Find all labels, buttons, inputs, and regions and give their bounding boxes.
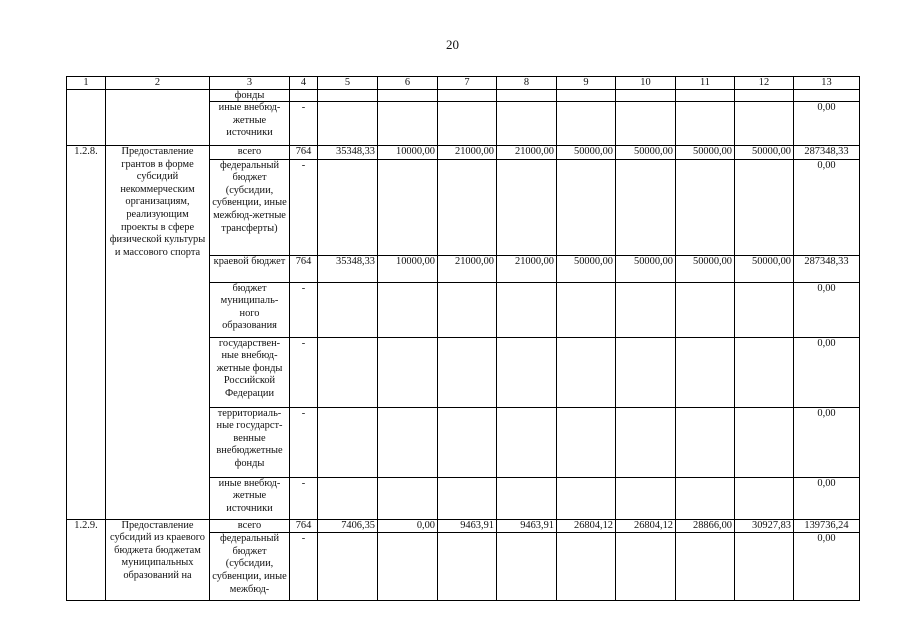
source-cell: территориаль-ные государст-венные внебюджетные фонды [210,407,290,477]
value-cell: 9463,91 [497,519,557,533]
col-header: 8 [497,77,557,90]
col-header: 3 [210,77,290,90]
item-number-cell [67,90,106,146]
value-cell: 35348,33 [318,146,378,160]
column-header-row [67,77,860,90]
table-row [67,146,860,160]
total-cell: 0,00 [794,159,860,255]
total-cell: 0,00 [794,477,860,519]
value-cell: 21000,00 [497,146,557,160]
code-cell: - [290,337,318,407]
value-cell: 50000,00 [616,255,676,282]
code-cell: - [290,159,318,255]
value-cell: 50000,00 [676,146,735,160]
value-cell: 26804,12 [616,519,676,533]
total-cell: 287348,33 [794,146,860,160]
item-name-cell: Предоставление грантов в форме субсидий некоммерческим организациям, реализующим проекты в сфере физической культуры и массового спорта [106,146,210,520]
code-cell: - [290,533,318,601]
total-cell: 0,00 [794,533,860,601]
budget-table [66,76,860,601]
value-cell: 50000,00 [557,146,616,160]
value-cell: 21000,00 [497,255,557,282]
table-row [67,90,860,102]
code-cell: - [290,102,318,146]
col-header: 2 [106,77,210,90]
col-header: 6 [378,77,438,90]
value-cell: 50000,00 [735,146,794,160]
value-cell: 26804,12 [557,519,616,533]
total-cell: 0,00 [794,282,860,337]
source-cell: иные внебюд- жетные источники [210,102,290,146]
source-cell: всего [210,519,290,533]
value-cell: 50000,00 [676,255,735,282]
col-header: 1 [67,77,106,90]
source-cell: краевой бюджет [210,255,290,282]
item-number-cell: 1.2.9. [67,519,106,601]
col-header: 13 [794,77,860,90]
source-cell: федеральный бюджет (субсидии, субвенции, иные межбюд- [210,533,290,601]
source-cell: государствен-ные внебюд-жетные фонды Российской Федерации [210,337,290,407]
code-cell: 764 [290,255,318,282]
total-cell: 287348,33 [794,255,860,282]
item-number-cell: 1.2.8. [67,146,106,520]
value-cell: 7406,35 [318,519,378,533]
value-cell: 35348,33 [318,255,378,282]
code-cell: 764 [290,519,318,533]
code-cell: - [290,407,318,477]
source-cell: федеральный бюджет (субсидии, субвенции, иные межбюд-жетные трансферты) [210,159,290,255]
source-cell: бюджет муниципаль-ного образования [210,282,290,337]
source-cell: всего [210,146,290,160]
value-cell: 10000,00 [378,146,438,160]
value-cell: 10000,00 [378,255,438,282]
total-cell: 0,00 [794,337,860,407]
value-cell: 21000,00 [438,146,497,160]
total-cell: 139736,24 [794,519,860,533]
value-cell: 9463,91 [438,519,497,533]
total-cell: 0,00 [794,407,860,477]
col-header: 10 [616,77,676,90]
value-cell: 50000,00 [616,146,676,160]
page-number: 20 [446,37,459,52]
value-cell: 30927,83 [735,519,794,533]
source-cell: фонды [210,90,290,102]
col-header: 9 [557,77,616,90]
code-cell: - [290,282,318,337]
code-cell: 764 [290,146,318,160]
col-header: 5 [318,77,378,90]
value-cell: 50000,00 [735,255,794,282]
item-name-cell [106,90,210,146]
value-cell: 0,00 [378,519,438,533]
value-cell: 21000,00 [438,255,497,282]
col-header: 7 [438,77,497,90]
total-cell: 0,00 [794,102,860,146]
col-header: 4 [290,77,318,90]
item-name-cell: Предоставление субсидий из краевого бюджета бюджетам муниципальных образований на [106,519,210,601]
table-row [67,519,860,533]
value-cell: 50000,00 [557,255,616,282]
source-cell: иные внебюд-жетные источники [210,477,290,519]
value-cell: 28866,00 [676,519,735,533]
col-header: 12 [735,77,794,90]
col-header: 11 [676,77,735,90]
code-cell: - [290,477,318,519]
